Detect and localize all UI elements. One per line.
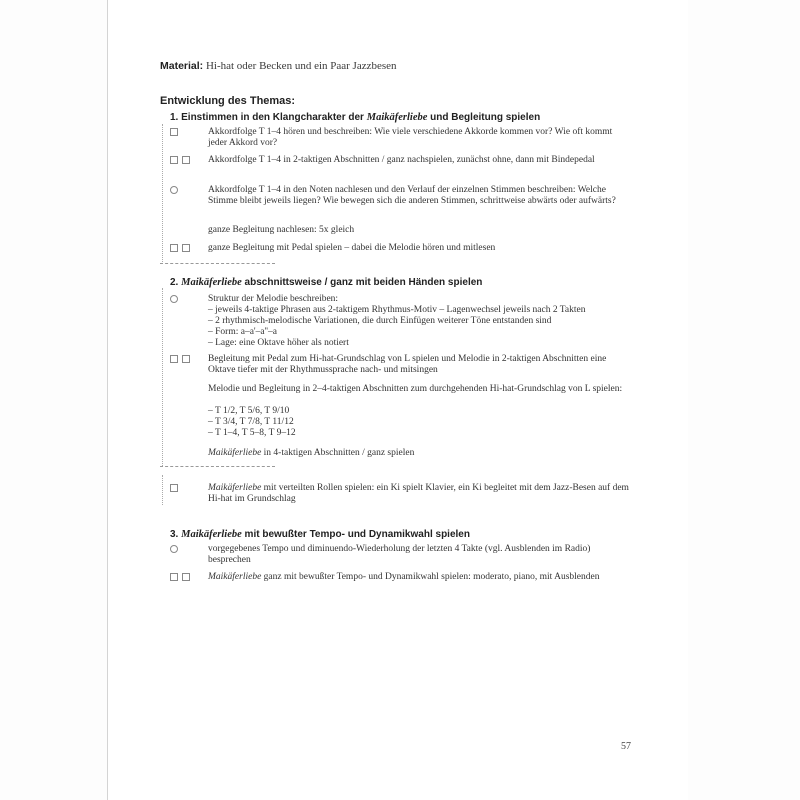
- section-1-margin-line: [162, 124, 163, 264]
- double-checkbox-icon: [170, 355, 194, 366]
- section-2-item: – 2 rhythmisch-melodische Variationen, die durch Einfügen weiterer Töne entstanden sind: [208, 316, 552, 326]
- double-checkbox-icon: [170, 573, 194, 584]
- section-2-item: – T 1–4, T 5–8, T 9–12: [208, 428, 296, 438]
- dashed-divider: [160, 263, 275, 264]
- material-text: Hi-hat oder Becken und ein Paar Jazzbesen: [205, 60, 397, 72]
- circle-icon: [170, 545, 178, 556]
- section-2-item: Struktur der Melodie beschreiben:: [208, 294, 339, 304]
- double-checkbox-icon: [170, 244, 194, 255]
- section-2-item: Begleitung mit Pedal zum Hi-hat-Grundschlag von L spielen und Melodie in 2-taktigen Abschnitten eine Oktave tiefer mit der Rhythmussprache nach- und mitsingen: [208, 354, 607, 375]
- section-3-item: vorgegebenes Tempo und diminuendo-Wiederholung der letzten 4 Takte (vgl. Ausblenden im Radio) besprechen: [208, 544, 591, 565]
- section-1-title: 1. Einstimmen in den Klangcharakter der Maikäferliebe und Begleitung spielen: [170, 112, 541, 123]
- circle-icon: [170, 186, 178, 197]
- section-1-item: Akkordfolge T 1–4 in 2-taktigen Abschnitten / ganz nachspielen, zunächst ohne, dann mit Bindepedal: [208, 155, 595, 165]
- section-2-item: – T 3/4, T 7/8, T 11/12: [208, 417, 294, 427]
- section-2b-margin-line: [162, 475, 163, 505]
- double-checkbox-icon: [170, 156, 194, 167]
- section-1-item: ganze Begleitung mit Pedal spielen – dabei die Melodie hören und mitlesen: [208, 243, 496, 253]
- section-1-item: Akkordfolge T 1–4 hören und beschreiben: Wie viele verschiedene Akkorde kommen vor? Wie oft kommt jeder Akkord vor?: [208, 127, 613, 148]
- checkbox-icon: [170, 484, 182, 495]
- section-2-item: Maikäferliebe mit verteilten Rollen spielen: ein Ki spielt Klavier, ein Ki begleitet mit dem Jazz-Besen auf dem Hi-hat im Grundschlag: [208, 483, 629, 504]
- circle-icon: [170, 295, 178, 306]
- section-2-item: Maikäferliebe in 4-taktigen Abschnitten / ganz spielen: [208, 448, 415, 458]
- section-1-item: ganze Begleitung nachlesen: 5x gleich: [208, 225, 355, 235]
- development-title: Entwicklung des Themas:: [160, 95, 296, 107]
- section-2-title: 2. Maikäferliebe abschnittsweise / ganz mit beiden Händen spielen: [170, 277, 483, 288]
- section-3-item: Maikäferliebe ganz mit bewußter Tempo- und Dynamikwahl spielen: moderato, piano, mit Ausblenden: [208, 572, 600, 582]
- section-3-title: 3. Maikäferliebe mit bewußter Tempo- und Dynamikwahl spielen: [170, 529, 470, 540]
- section-2-item: – Lage: eine Oktave höher als notiert: [208, 338, 349, 348]
- material-line: [160, 60, 397, 72]
- checkbox-icon: [170, 128, 182, 139]
- section-2-item: – Form: a–a'–a''–a: [208, 327, 277, 337]
- section-1-item: Akkordfolge T 1–4 in den Noten nachlesen und den Verlauf der einzelnen Stimmen beschreiben: Welche Stimme bleibt jeweils liegen? Wie bewegen sich die anderen Stimmen, schrittweise abwärts oder aufwärts?: [208, 185, 616, 206]
- section-2-margin-line: [162, 288, 163, 466]
- page-number: 57: [621, 741, 631, 752]
- material-label: Material:: [160, 60, 204, 72]
- section-2-item: Melodie und Begleitung in 2–4-taktigen Abschnitten zum durchgehenden Hi-hat-Grundschlag von L spielen:: [208, 384, 623, 394]
- section-2-item: – jeweils 4-taktige Phrasen aus 2-taktigem Rhythmus-Motiv – Lagenwechsel jeweils nach 2 Takten: [208, 305, 586, 315]
- section-2-item: – T 1/2, T 5/6, T 9/10: [208, 406, 290, 416]
- dashed-divider: [160, 466, 275, 467]
